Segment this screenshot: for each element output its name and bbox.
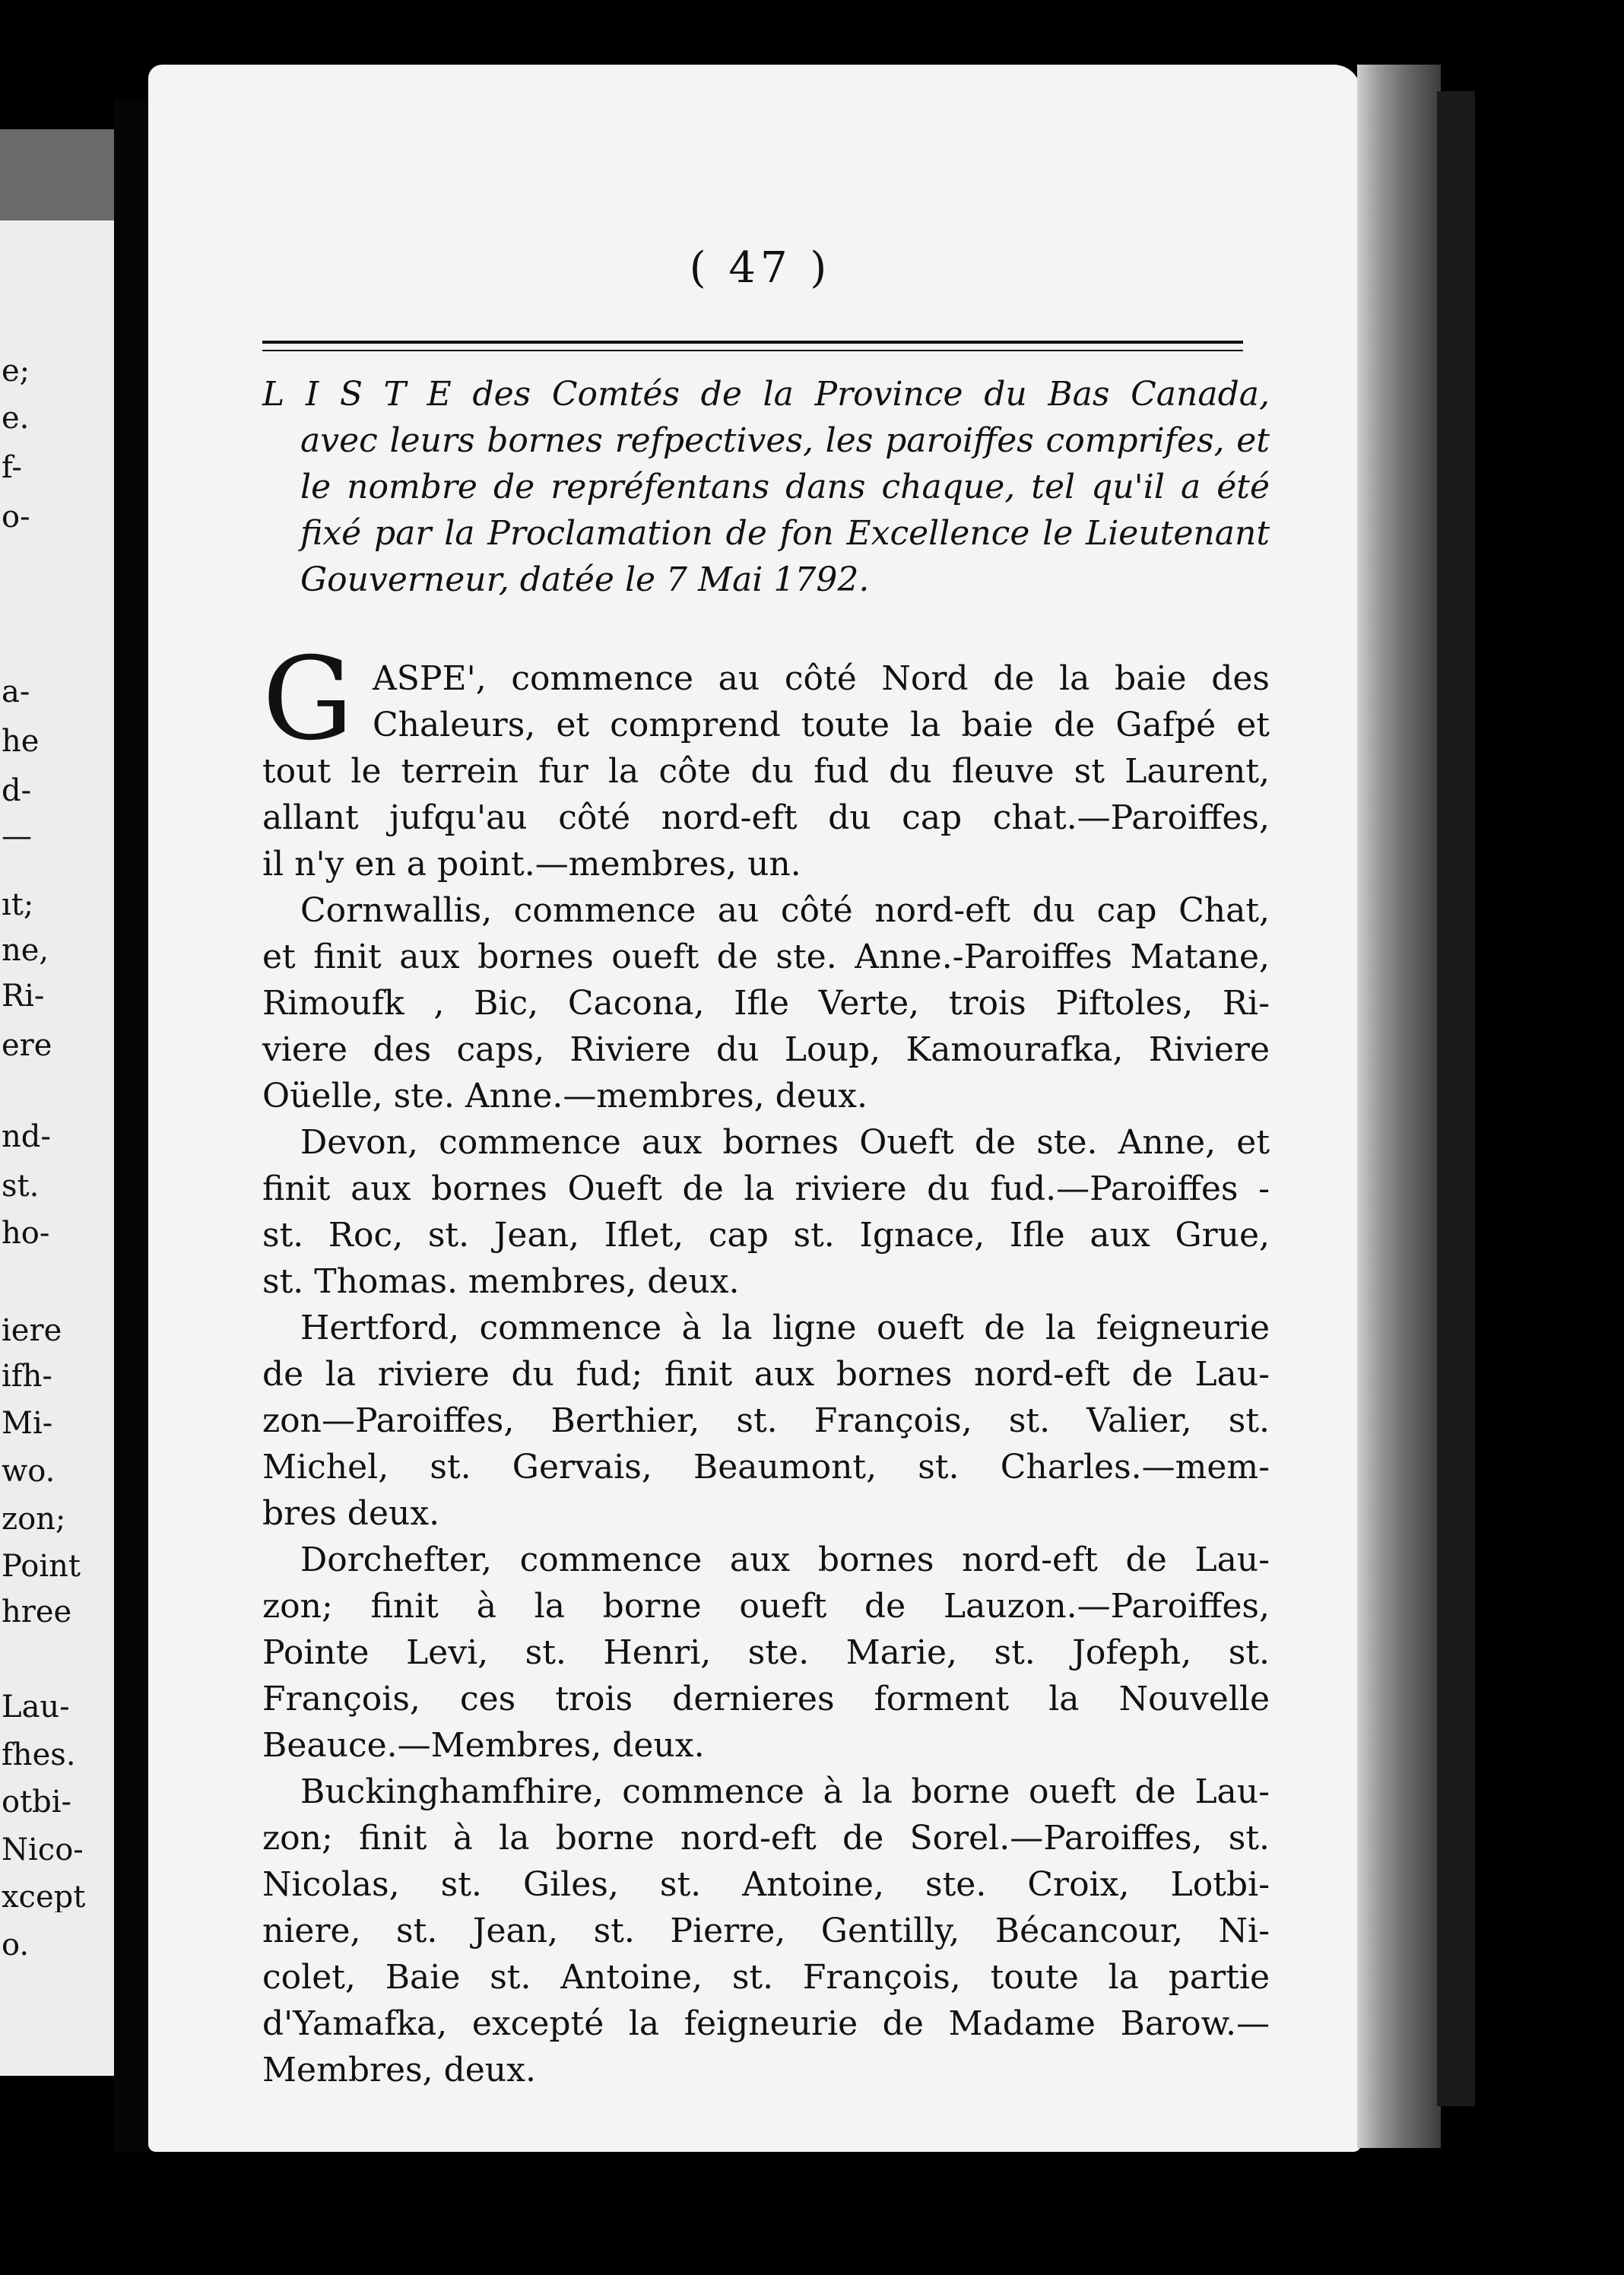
text-line: Cornwallis, commence au côté nord-eft du cap Chat, <box>300 891 1270 930</box>
text-line: et finit aux bornes oueft de ste. Anne.-Paroiffes Matane, <box>262 938 1270 976</box>
facing-page-fragment: zon; <box>2 1504 66 1534</box>
text-line: colet, Baie st. Antoine, st. François, toute la partie <box>262 1958 1270 1997</box>
text-line: finit aux bornes Oueft de la riviere du fud.—Paroiffes - <box>262 1169 1270 1208</box>
text-line: Michel, st. Gervais, Beaumont, st. Charles.—mem- <box>262 1448 1270 1487</box>
facing-page-fragment: ıt; <box>2 890 34 920</box>
title-line: Gouverneur, datée le 7 Mai 1792. <box>300 560 870 599</box>
header-rule-thin <box>262 350 1243 351</box>
text-line: d'Yamafka, excepté la feigneurie de Madame Barow.— <box>262 2004 1270 2043</box>
facing-page-fragment: ere <box>2 1030 52 1061</box>
text-line: Dorchefter, commence aux bornes nord-eft de Lau- <box>300 1540 1270 1579</box>
text-line: Membres, deux. <box>262 2051 536 2089</box>
text-line: bres deux. <box>262 1494 440 1533</box>
facing-page-fragment: o. <box>2 1930 30 1960</box>
text-line: st. Roc, st. Jean, Iflet, cap st. Ignace, Ifle aux Grue, <box>262 1216 1270 1255</box>
text-line: de la riviere du fud; finit aux bornes nord-eft de Lau- <box>262 1355 1270 1394</box>
facing-page-fragment: ne, <box>2 935 49 966</box>
facing-page-fragment: d- <box>2 776 32 806</box>
facing-page-fragment: fhes. <box>2 1740 76 1770</box>
drop-cap: G <box>262 633 354 766</box>
facing-page-fragment: Nico- <box>2 1835 84 1865</box>
facing-page-fragment: otbi- <box>2 1787 72 1817</box>
facing-page-fragment: — <box>2 821 32 852</box>
facing-page-fragment: e; <box>2 356 30 386</box>
facing-page-fragment: Ri- <box>2 981 45 1011</box>
facing-page-fragment: ifh- <box>2 1361 52 1391</box>
text-line: allant jufqu'au côté nord-eft du cap chat.—Paroiffes, <box>262 798 1270 837</box>
facing-page-fragment: Mi- <box>2 1408 53 1439</box>
facing-page <box>0 129 119 2076</box>
text-line: Pointe Levi, st. Henri, ste. Marie, st. Jofeph, st. <box>262 1633 1270 1672</box>
title-line: le nombre de repréfentans dans chaque, tel qu'il a été <box>300 468 1270 506</box>
facing-page-fragment: he <box>2 726 40 757</box>
facing-page-fragment: nd- <box>2 1122 51 1152</box>
facing-page-fragment: st. <box>2 1171 40 1201</box>
header-rule <box>262 341 1243 344</box>
facing-page-fragment: Point <box>2 1551 81 1582</box>
text-line: Nicolas, st. Giles, st. Antoine, ste. Croix, Lotbi- <box>262 1865 1270 1904</box>
facing-page-fragment: xcept <box>2 1882 86 1912</box>
text-line: Rimoufk , Bic, Cacona, Ifle Verte, trois Piftoles, Ri- <box>262 984 1270 1023</box>
text-line: niere, st. Jean, st. Pierre, Gentilly, Bécancour, Ni- <box>262 1912 1270 1950</box>
facing-page-fragment: iere <box>2 1315 62 1346</box>
facing-page-fragment: o- <box>2 502 30 532</box>
text-line: Beauce.—Membres, deux. <box>262 1726 705 1765</box>
text-line: tout le terrein fur la côte du fud du fleuve st Laurent, <box>262 752 1270 791</box>
facing-page-fragment: a- <box>2 677 30 707</box>
facing-page-fragment: e. <box>2 403 30 433</box>
title-line: fixé par la Proclamation de fon Excellence le Lieutenant <box>300 514 1270 553</box>
facing-page-top-edge <box>0 129 114 221</box>
text-line: Buckinghamfhire, commence à la borne oueft de Lau- <box>300 1772 1270 1811</box>
text-line: ASPE', commence au côté Nord de la baie des <box>373 659 1270 698</box>
title-line: avec leurs bornes refpectives, les paroiffes comprifes, et <box>300 421 1270 460</box>
text-line: Devon, commence aux bornes Oueft de ste. Anne, et <box>300 1123 1270 1162</box>
facing-page-fragment: Lau- <box>2 1692 70 1722</box>
page-edges <box>1357 65 1441 2148</box>
text-line: Hertford, commence à la ligne oueft de la feigneurie <box>300 1309 1270 1347</box>
book-cover-edge <box>1437 91 1475 2106</box>
text-line: zon; finit à la borne nord-eft de Sorel.—Paroiffes, st. <box>262 1819 1270 1858</box>
text-line: viere des caps, Riviere du Loup, Kamourafka, Riviere <box>262 1030 1270 1069</box>
facing-page-fragment: wo. <box>2 1456 56 1487</box>
title-line: L I S T E des Comtés de la Province du Bas Canada, <box>262 375 1270 414</box>
text-line: François, ces trois dernieres forment la Nouvelle <box>262 1680 1270 1718</box>
text-line: il n'y en a point.—membres, un. <box>262 845 801 884</box>
page-number-header: ( 47 ) <box>689 243 832 293</box>
text-line: zon; finit à la borne oueft de Lauzon.—Paroiffes, <box>262 1587 1270 1626</box>
text-line: zon—Paroiffes, Berthier, st. François, st. Valier, st. <box>262 1401 1270 1440</box>
text-line: st. Thomas. membres, deux. <box>262 1262 740 1301</box>
facing-page-fragment: hree <box>2 1597 72 1627</box>
list-title <box>262 371 1270 603</box>
text-line: Chaleurs, et comprend toute la baie de Gafpé et <box>373 706 1270 744</box>
text-line: Oüelle, ste. Anne.—membres, deux. <box>262 1077 868 1115</box>
facing-page-fragment: ho- <box>2 1218 50 1249</box>
county-list <box>262 655 1270 2093</box>
facing-page-fragment: f- <box>2 452 22 483</box>
